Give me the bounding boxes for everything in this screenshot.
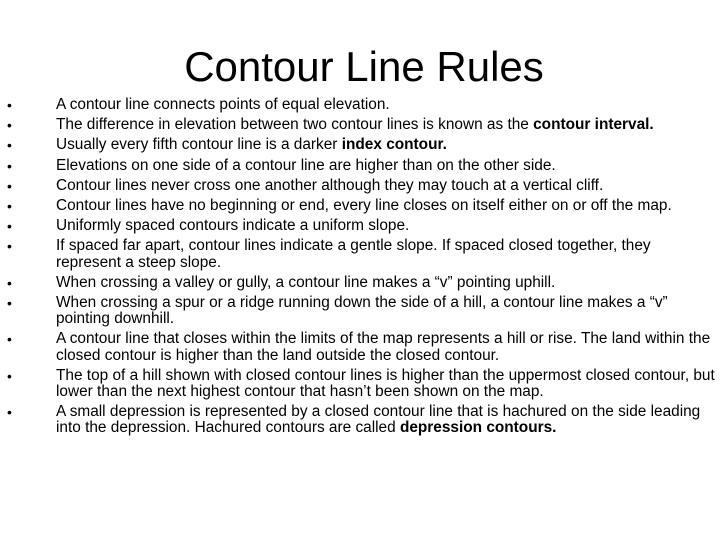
bullet-text: A contour line connects points of equal elevation.	[56, 96, 390, 113]
bullet-icon: •	[7, 274, 12, 291]
bullet-text: Contour lines have no beginning or end, every line closes on itself either on or off the map.	[56, 197, 672, 215]
bullet-icon: •	[7, 97, 12, 113]
list-item	[0, 137, 728, 153]
list-item	[0, 198, 728, 214]
bullet-icon: •	[7, 117, 12, 134]
bullet-text-bold: index contour.	[341, 136, 447, 154]
bullet-icon: •	[7, 218, 12, 235]
bullet-text: A small depression is represented by a closed contour line that is hachured on the side leading into the depression. Hachured contours are called	[56, 403, 701, 437]
bullet-list	[0, 97, 728, 441]
bullet-icon: •	[7, 198, 12, 215]
bullet-text: Elevations on one side of a contour line are higher than on the other side.	[56, 156, 556, 174]
slide-title: Contour Line Rules	[184, 43, 544, 90]
list-item	[0, 238, 728, 270]
bullet-text: Uniformly spaced contours indicate a uniform slope.	[56, 217, 410, 235]
bullet-text: A contour line that closes within the limits of the map represents a hill or rise. The land within the closed contour is higher than the land outside the closed contour.	[56, 330, 711, 364]
bullet-text: Usually every fifth contour line is a darker	[56, 136, 342, 154]
list-item	[0, 275, 728, 291]
bullet-icon: •	[7, 238, 12, 255]
list-item	[0, 97, 728, 113]
list-item	[0, 178, 728, 194]
bullet-text: When crossing a valley or gully, a contour line makes a “v” pointing uphill.	[56, 273, 556, 291]
bullet-text: Contour lines never cross one another although they may touch at a vertical cliff.	[56, 176, 604, 194]
bullet-text: If spaced far apart, contour lines indicate a gentle slope. If spaced closed together, they represent a steep slope.	[56, 237, 651, 271]
bullet-icon: •	[7, 331, 12, 348]
bullet-icon: •	[7, 177, 12, 194]
bullet-text: When crossing a spur or a ridge running down the side of a hill, a contour line makes a “v” pointing downhill.	[56, 294, 668, 328]
list-item	[0, 368, 728, 400]
list-item	[0, 295, 728, 327]
list-item	[0, 404, 728, 436]
bullet-text: The difference in elevation between two contour lines is known as the	[56, 116, 534, 134]
bullet-icon: •	[7, 404, 12, 421]
bullet-text: The top of a hill shown with closed contour lines is higher than the uppermost closed contour, but lower than the next highest contour that hasn’t been shown on the map.	[56, 366, 715, 401]
list-item	[0, 117, 728, 133]
list-item	[0, 218, 728, 234]
bullet-text-bold: depression contours.	[399, 419, 557, 437]
list-item	[0, 331, 728, 363]
list-item	[0, 158, 728, 174]
bullet-icon: •	[7, 157, 12, 174]
bullet-icon: •	[7, 295, 12, 312]
bullet-icon: •	[7, 367, 12, 384]
bullet-icon: •	[7, 137, 12, 154]
bullet-text-bold: contour interval.	[533, 116, 654, 134]
